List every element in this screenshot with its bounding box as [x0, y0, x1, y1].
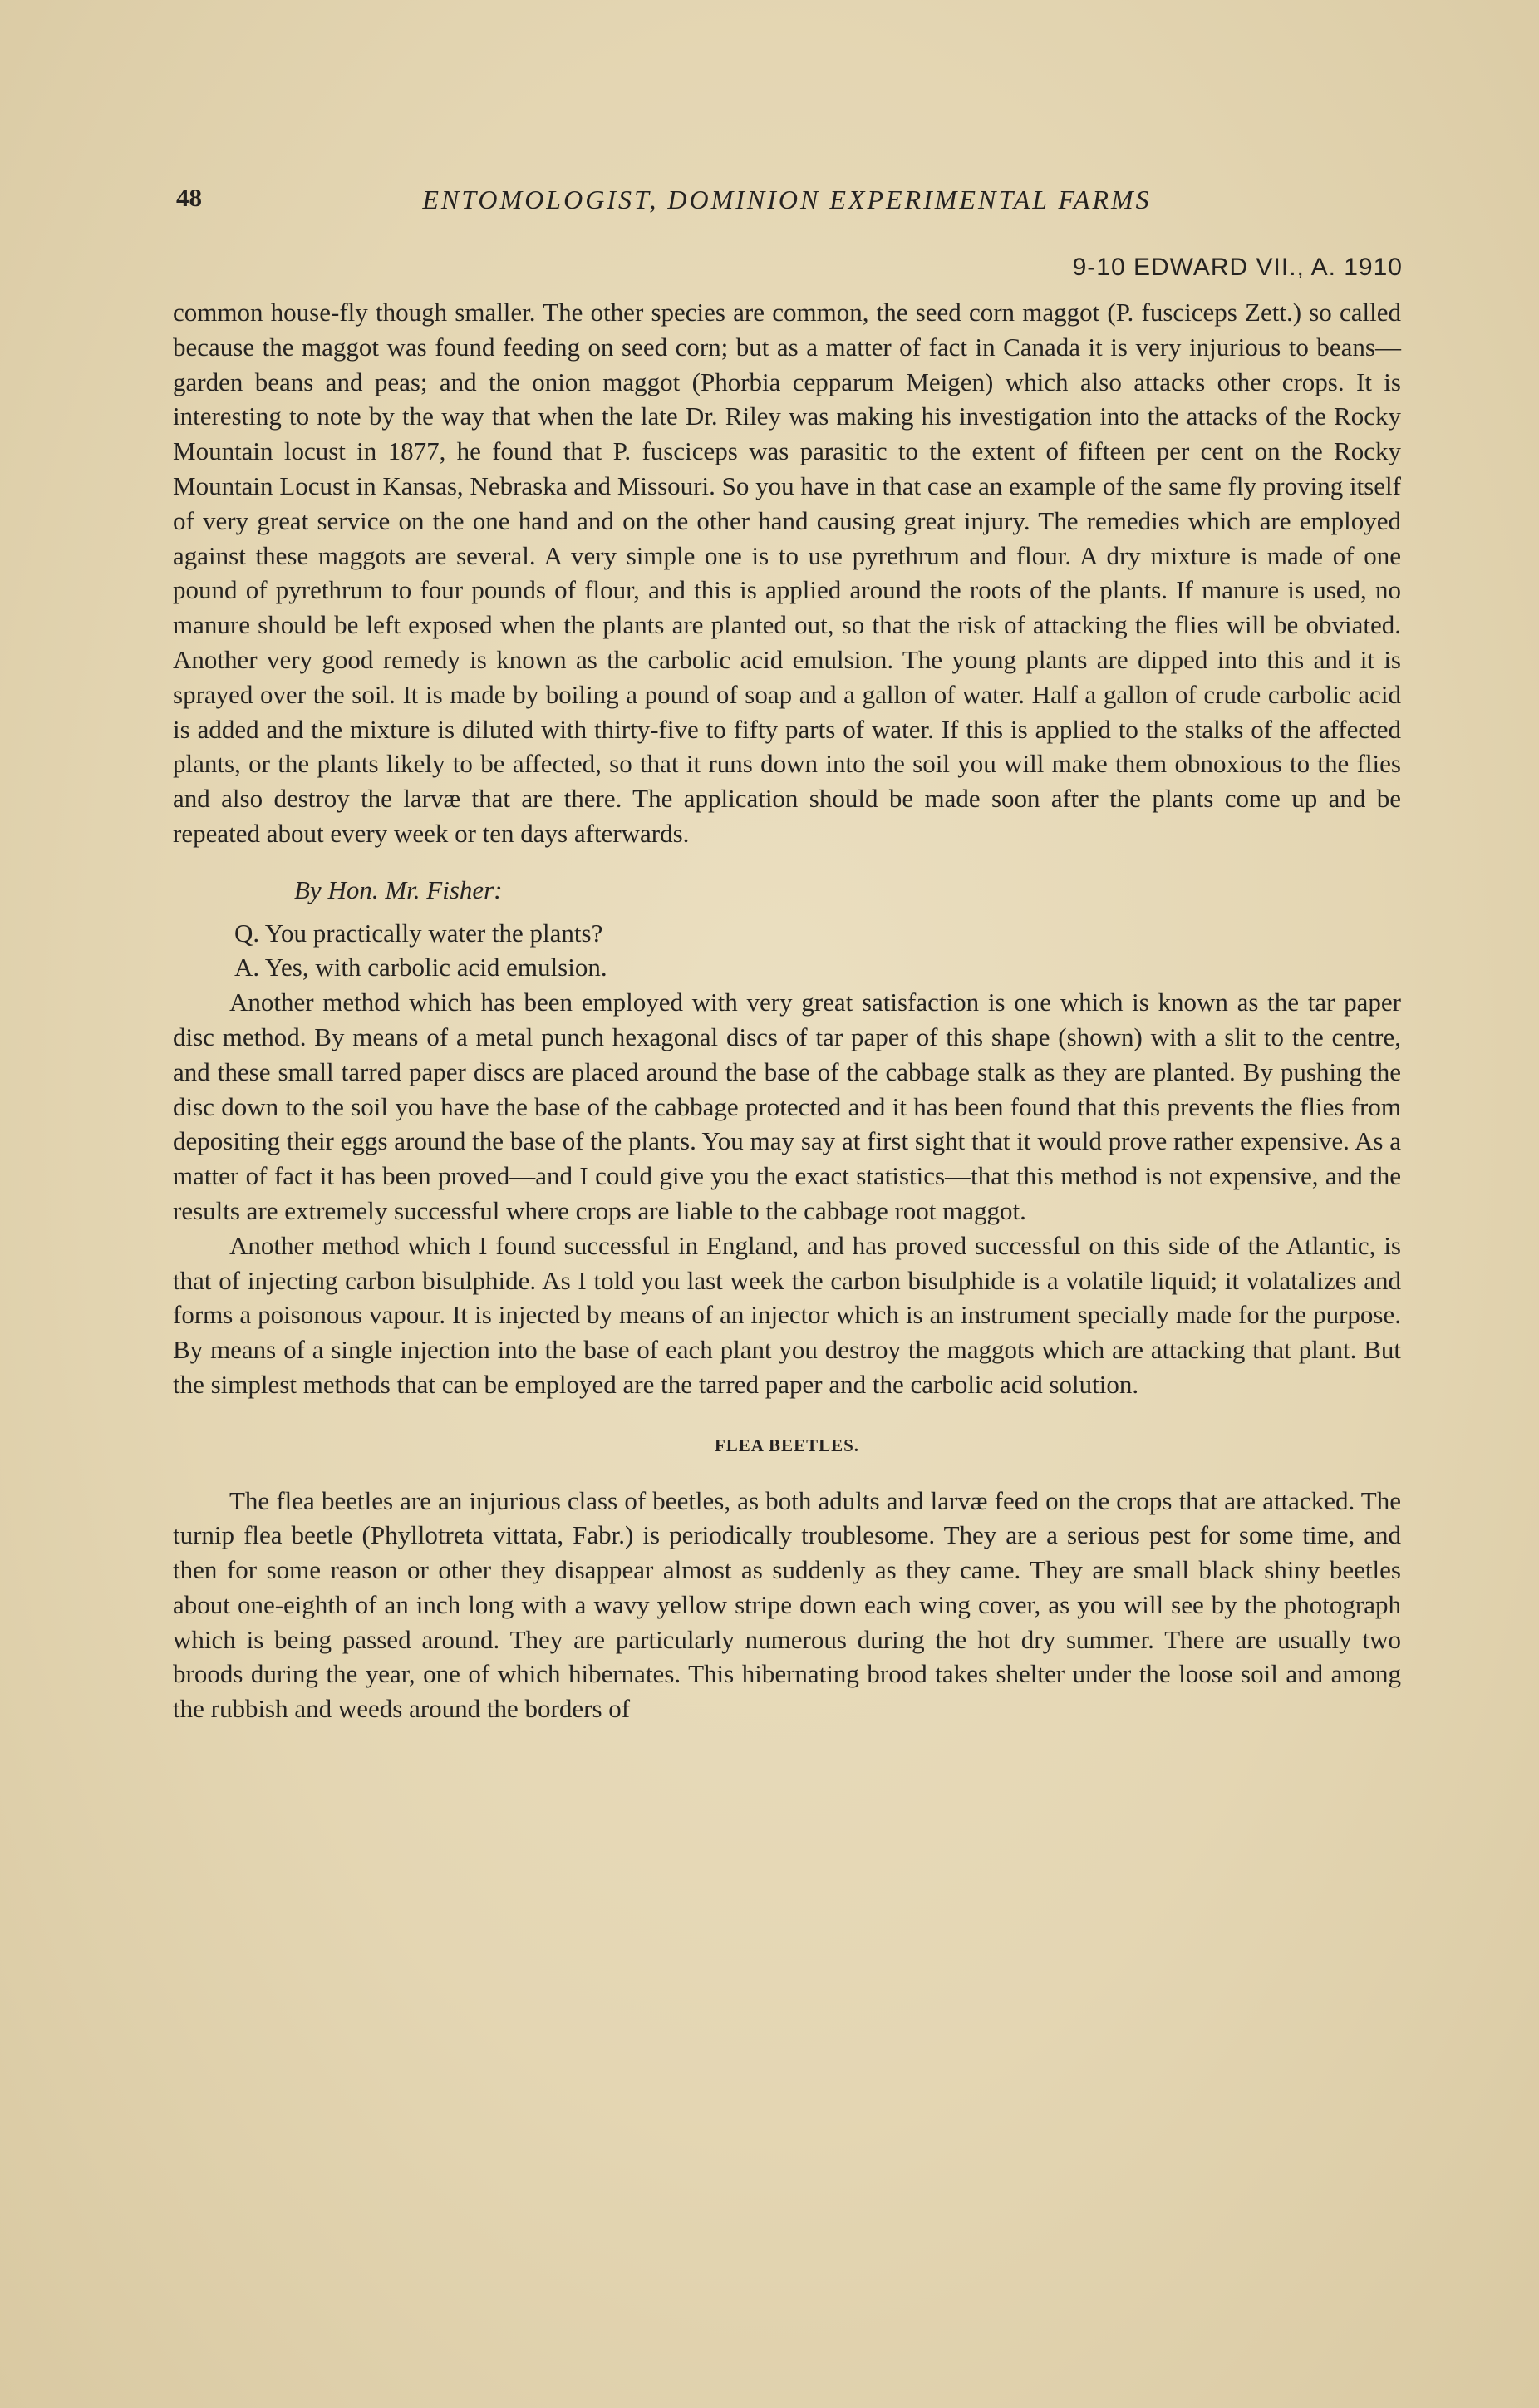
- paragraph: Another method which I found successful in England, and has proved successful on this side of the Atlantic, is that of injecting carbon bisulphide. As I told you last week the carbon bisulphide is a volatile liquid; it volatalizes and forms a poisonous vapour. It is injected by means of an injector which is an instrument specially made for the purpose. By means of a single injection into the base of each plant you destroy the maggots which are attacking that plant. But the simplest methods that can be employed are the tarred paper and the carbolic acid solution.: [173, 1230, 1401, 1399]
- section-heading: FLEA BEETLES.: [714, 1435, 860, 1455]
- paragraph: The flea beetles are an injurious class of beetles, as both adults and larvæ feed on the crops that are attacked. The turnip flea beetle (Phyllotreta vittata, Fabr.) is periodically troublesome. They are a serious pest for some time, and then for some reason or other they disappear almost as suddenly as they came. They are small black shiny beetles about one-eighth of an inch long with a wavy yellow stripe down each wing cover, as you will see by the photograph which is being passed around. They are particularly numerous during the hot dry summer. There are usually two broods during the year, one of which hibernates. This hibernating brood takes shelter under the loose soil and among the rubbish and weeds around the borders of: [173, 1485, 1401, 1724]
- answer-line: A. Yes, with carbolic acid emulsion.: [234, 953, 607, 982]
- page-body: [173, 295, 1401, 1726]
- paragraph: Another method which has been employed with very great satisfaction is one which is known as the tar paper disc method. By means of a metal punch hexagonal discs of tar paper of this shape (shown) with a slit to the centre, and these small tarred paper discs are placed around the base of the cabbage stalk as they are planted. By pushing the disc down to the soil you have the base of the cabbage protected and it has been found that this prevents the flies from depositing their eggs around the base of the plants. You may say at first sight that it would prove rather expensive. As a matter of fact it has been proved—and I could give you the exact statistics—that this method is not expensive, and the results are extremely successful where crops are liable to the cabbage root maggot.: [173, 987, 1401, 1225]
- speaker-label: By Hon. Mr. Fisher:: [294, 874, 503, 904]
- question-line: Q. You practically water the plants?: [234, 918, 603, 948]
- session-reference: 9-10 EDWARD VII., A. 1910: [1072, 254, 1403, 281]
- running-head: ENTOMOLOGIST, DOMINION EXPERIMENTAL FARMS: [422, 185, 1152, 214]
- page-number: 48: [176, 183, 202, 212]
- page-header: [176, 183, 1398, 233]
- paragraph: common house-fly though smaller. The other species are common, the seed corn maggot (P. fusciceps Zett.) so called because the maggot was found feeding on seed corn; but as a matter of fact in Canada it is very injurious to beans—garden beans and peas; and the onion maggot (Phorbia cepparum Meigen) which also attacks other crops. It is interesting to note by the way that when the late Dr. Riley was making his investigation into the attacks of the Rocky Mountain locust in 1877, he found that P. fusciceps was parasitic to the extent of fifteen per cent on the Rocky Mountain Locust in Kansas, Nebraska and Missouri. So you have in that case an example of the same fly proving itself of very great service on the one hand and on the other hand causing great injury. The remedies which are employed against these maggots are several. A very simple one is to use pyrethrum and flour. A dry mixture is made of one pound of pyrethrum to four pounds of flour, and this is applied around the roots of the plants. If manure is used, no manure should be left exposed when the plants are planted out, so that the risk of attacking the flies will be obviated. Another very good remedy is known as the carbolic acid emulsion. The young plants are dipped into this and it is sprayed over the soil. It is made by boiling a pound of soap and a gallon of water. Half a gallon of crude carbolic acid is added and the mixture is diluted with thirty-five to fifty parts of water. If this is applied to the stalks of the affected plants, or the plants likely to be affected, so that it runs down into the soil you will make them obnoxious to the flies and also destroy the larvæ that are there. The application should be made soon after the plants come up and be repeated about every week or ten days afterwards.: [173, 298, 1401, 848]
